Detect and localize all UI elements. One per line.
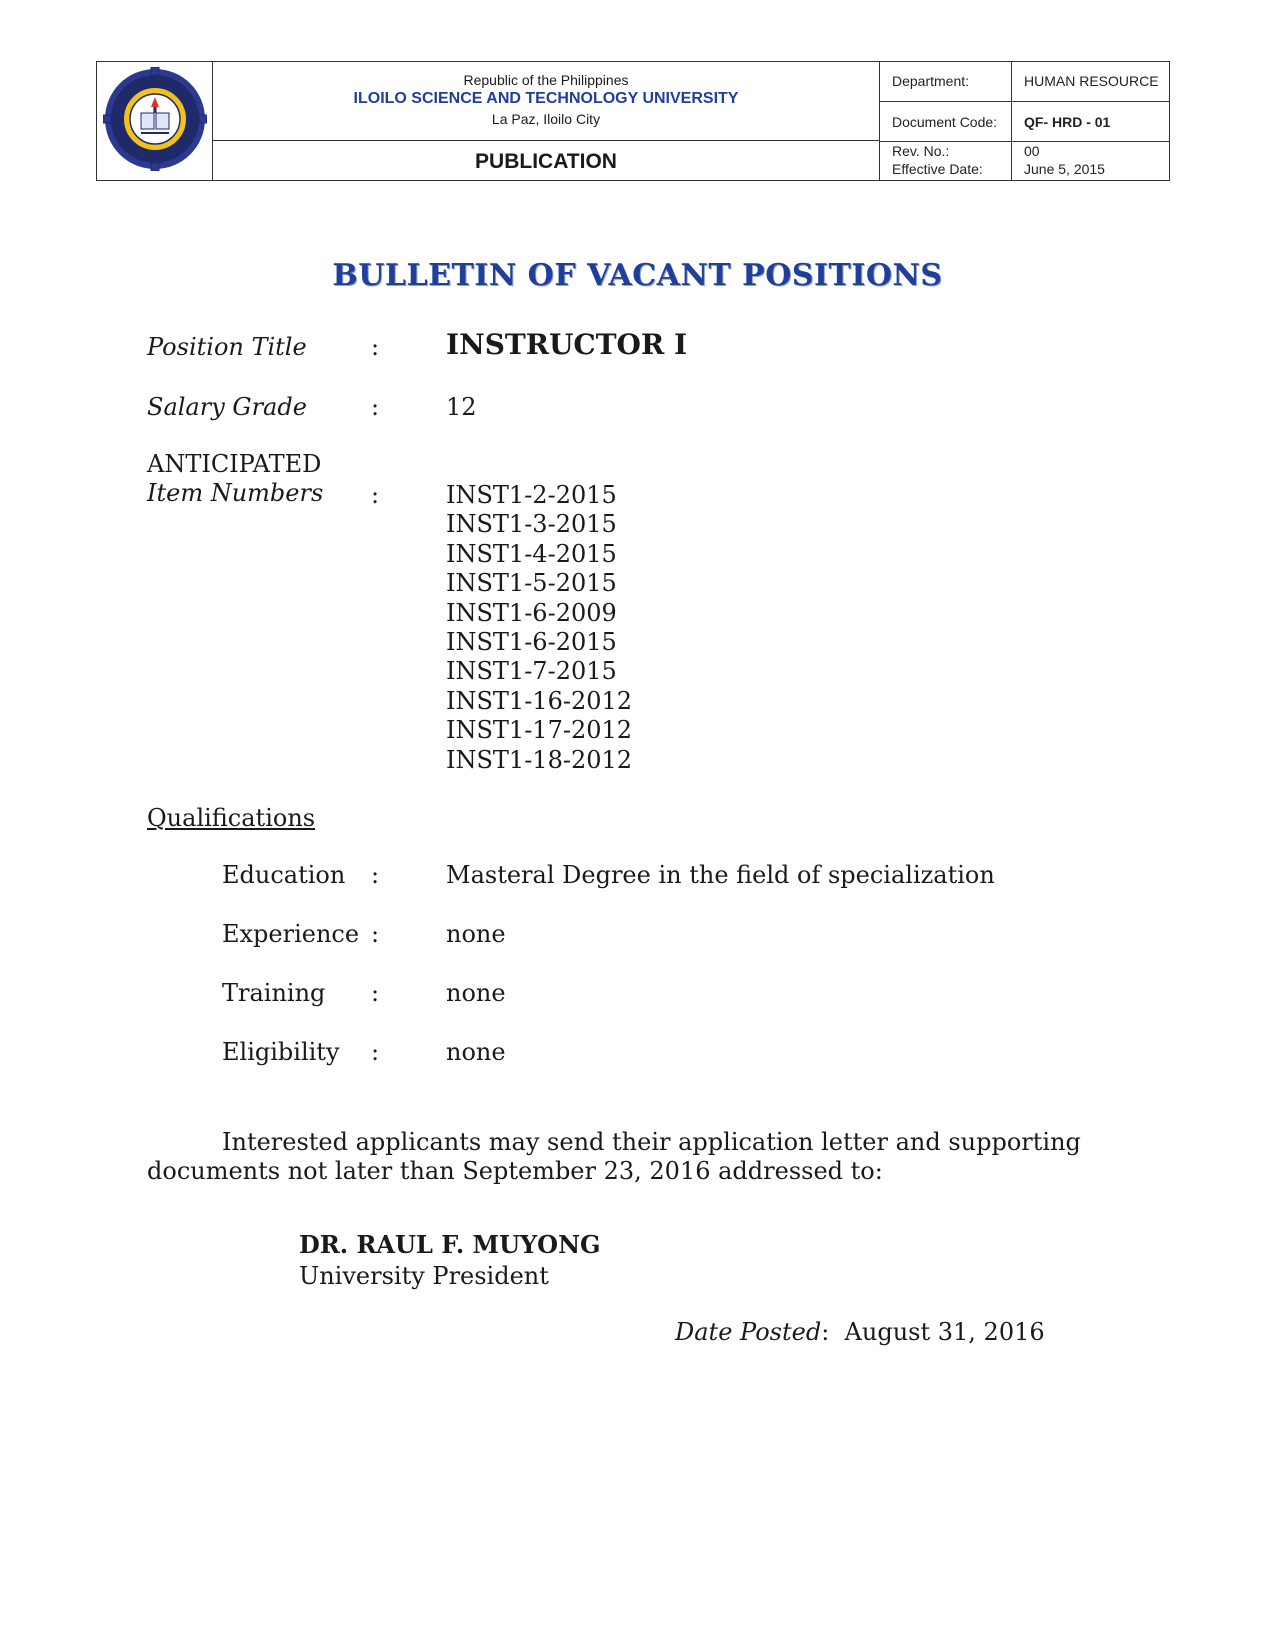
eligibility-label: Eligibility <box>222 1038 340 1066</box>
item-numbers-list <box>446 481 632 775</box>
salary-grade-label: Salary Grade <box>147 393 307 421</box>
date-posted-label: Date Posted <box>675 1318 822 1346</box>
doc-code-value: QF- HRD - 01 <box>1024 114 1111 130</box>
list-item: INST1-18-2012 <box>446 745 633 774</box>
institution-cell <box>213 62 879 141</box>
instructions-paragraph <box>147 1128 1087 1186</box>
rev-no-label: Rev. No.: <box>892 143 950 159</box>
list-item: INST1-7-2015 <box>446 657 617 686</box>
rev-no-value: 00 <box>1024 143 1040 159</box>
instructions-text: Interested applicants may send their application letter and supporting documents not later than September 23, 2016 addressed to: <box>147 1128 1081 1185</box>
university-seal-icon <box>103 67 207 171</box>
list-item: INST1-5-2015 <box>446 569 617 598</box>
university-location: La Paz, Iloilo City <box>491 111 601 127</box>
form-title-cell <box>213 141 879 181</box>
department-label: Department: <box>892 73 970 89</box>
addressee-title: University President <box>299 1262 549 1290</box>
experience-value: none <box>446 920 506 948</box>
training-value: none <box>446 979 506 1007</box>
logo-cell <box>97 62 213 180</box>
list-item: INST1-16-2012 <box>446 686 633 715</box>
anticipated-label: ANTICIPATED <box>147 450 322 478</box>
document-header-table <box>96 61 1170 181</box>
position-title-value: INSTRUCTOR I <box>446 328 688 361</box>
position-title-label: Position Title <box>147 333 307 361</box>
date-posted-colon: : <box>821 1318 830 1346</box>
list-item: INST1-6-2009 <box>446 598 617 627</box>
department-value: HUMAN RESOURCE <box>1024 73 1159 89</box>
colon: : <box>371 393 380 421</box>
colon: : <box>371 1038 380 1066</box>
list-item: INST1-4-2015 <box>446 539 617 568</box>
effective-date-label: Effective Date: <box>892 161 983 177</box>
form-title: PUBLICATION <box>475 150 617 173</box>
list-item: INST1-17-2012 <box>446 716 633 745</box>
salary-grade-value: 12 <box>446 393 477 421</box>
education-value: Masteral Degree in the field of specialization <box>446 861 995 889</box>
qualifications-heading: Qualifications <box>147 804 316 832</box>
list-item: INST1-2-2015 <box>446 481 617 509</box>
doc-code-label: Document Code: <box>892 114 998 130</box>
header-value-column <box>1012 62 1169 180</box>
item-numbers-label: Item Numbers <box>147 479 324 507</box>
university-name: ILOILO SCIENCE AND TECHNOLOGY UNIVERSITY <box>353 90 739 107</box>
republic-text: Republic of the Philippines <box>463 72 629 88</box>
colon: : <box>371 979 380 1007</box>
date-posted-value: August 31, 2016 <box>844 1318 1045 1346</box>
list-item: INST1-6-2015 <box>446 627 617 656</box>
header-label-column <box>879 62 1012 180</box>
colon: : <box>371 481 380 509</box>
eligibility-value: none <box>446 1038 506 1066</box>
colon: : <box>371 333 380 361</box>
colon: : <box>371 861 380 889</box>
education-label: Education <box>222 861 346 889</box>
effective-date-value: June 5, 2015 <box>1024 161 1105 177</box>
experience-label: Experience <box>222 920 360 948</box>
training-label: Training <box>222 979 326 1007</box>
list-item: INST1-3-2015 <box>446 510 617 539</box>
addressee-name: DR. RAUL F. MUYONG <box>299 1230 601 1259</box>
bulletin-title: BULLETIN OF VACANT POSITIONS <box>332 258 943 293</box>
date-posted <box>675 1318 1045 1346</box>
colon: : <box>371 920 380 948</box>
